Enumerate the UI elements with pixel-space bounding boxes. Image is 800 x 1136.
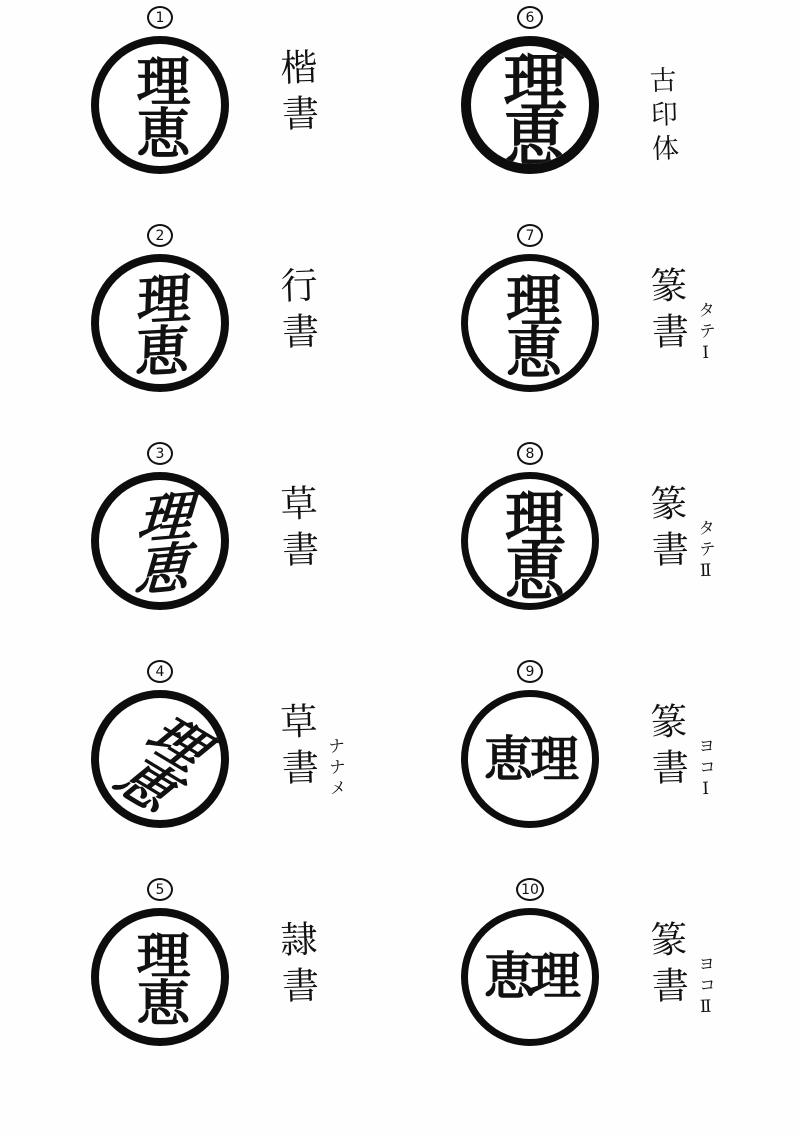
style-label-group xyxy=(273,483,320,577)
seal-name-text: 理恵 xyxy=(128,929,192,1025)
stamp-column xyxy=(88,4,232,174)
seal-stamp xyxy=(461,690,599,828)
style-label-group xyxy=(273,47,320,141)
seal-stamp xyxy=(91,690,229,828)
style-label: 篆書 xyxy=(643,265,690,359)
seal-stamp xyxy=(91,36,229,174)
item-number: 7 xyxy=(525,227,535,244)
seal-stamp xyxy=(91,908,229,1046)
seal-stamp xyxy=(461,908,599,1046)
style-label-group xyxy=(643,483,717,586)
seal-sample-4 xyxy=(0,658,400,876)
item-number: 6 xyxy=(525,9,535,26)
stamp-column xyxy=(458,222,602,392)
item-number: 10 xyxy=(521,881,539,898)
seal-name-text: 理恵 xyxy=(497,271,563,375)
style-sub-label: ヨコⅠ xyxy=(693,736,717,804)
style-sub-label: ヨコⅡ xyxy=(693,954,717,1022)
seal-name-text: 理恵 xyxy=(101,700,219,818)
item-number-badge xyxy=(517,660,543,683)
item-number-badge xyxy=(517,6,543,29)
style-label-group xyxy=(273,919,320,1013)
item-number-badge xyxy=(147,878,173,901)
style-label-group xyxy=(273,701,347,801)
style-label-group xyxy=(643,701,717,804)
style-label: 楷書 xyxy=(273,47,320,141)
style-label-group xyxy=(643,919,717,1022)
item-number-badge xyxy=(147,6,173,29)
style-sub-label: ナナメ xyxy=(323,736,347,801)
item-number: 3 xyxy=(155,445,165,462)
style-label: 隷書 xyxy=(273,919,320,1013)
stamp-column xyxy=(458,658,602,828)
item-number: 5 xyxy=(155,881,165,898)
item-number-badge xyxy=(516,878,544,901)
seal-name-text: 恵理 xyxy=(483,729,576,788)
stamp-column xyxy=(88,222,232,392)
seal-sample-7 xyxy=(400,222,800,440)
item-number: 2 xyxy=(155,227,165,244)
stamp-column xyxy=(88,440,232,610)
item-number-badge xyxy=(147,224,173,247)
style-label: 篆書 xyxy=(643,701,690,795)
style-sub-label: タテⅡ xyxy=(693,518,717,586)
seal-name-text: 理恵 xyxy=(124,486,196,596)
style-label: 行書 xyxy=(273,265,320,359)
seal-sample-2 xyxy=(0,222,400,440)
seal-name-text: 理恵 xyxy=(128,53,192,157)
seal-stamp xyxy=(461,36,599,174)
seal-sample-10 xyxy=(400,876,800,1094)
stamp-column xyxy=(458,4,602,174)
style-label-group xyxy=(273,265,320,359)
style-label-group xyxy=(643,265,717,368)
seal-sample-1 xyxy=(0,4,400,222)
seal-stamp xyxy=(91,254,229,392)
item-number-badge xyxy=(517,224,543,247)
style-label: 草書 xyxy=(273,483,320,577)
stamp-column xyxy=(458,876,602,1046)
style-sub-label: タテⅠ xyxy=(693,300,717,368)
style-label: 篆書 xyxy=(643,919,690,1013)
seal-sample-6 xyxy=(400,4,800,222)
item-number: 4 xyxy=(155,663,165,680)
style-label: 古印体 xyxy=(644,65,679,169)
stamp-column xyxy=(88,876,232,1046)
seal-sample-3 xyxy=(0,440,400,658)
style-label: 篆書 xyxy=(643,483,690,577)
seal-sample-8 xyxy=(400,440,800,658)
seal-name-text: 恵理 xyxy=(483,946,576,1007)
item-number: 8 xyxy=(525,445,535,462)
item-number-badge xyxy=(147,442,173,465)
stamp-column xyxy=(88,658,232,828)
seal-stamp xyxy=(461,472,599,610)
item-number-badge xyxy=(517,442,543,465)
item-number: 1 xyxy=(155,9,165,26)
style-label: 草書 xyxy=(273,701,320,795)
item-number-badge xyxy=(147,660,173,683)
seal-sample-9 xyxy=(400,658,800,876)
seal-name-text: 理恵 xyxy=(126,269,194,377)
seal-name-text: 理恵 xyxy=(493,49,568,161)
style-label-group xyxy=(644,65,679,169)
stamp-column xyxy=(458,440,602,610)
item-number: 9 xyxy=(525,663,535,680)
seal-sample-5 xyxy=(0,876,400,1094)
seal-stamp xyxy=(91,472,229,610)
seal-name-text: 理恵 xyxy=(495,487,565,595)
seal-stamp xyxy=(461,254,599,392)
